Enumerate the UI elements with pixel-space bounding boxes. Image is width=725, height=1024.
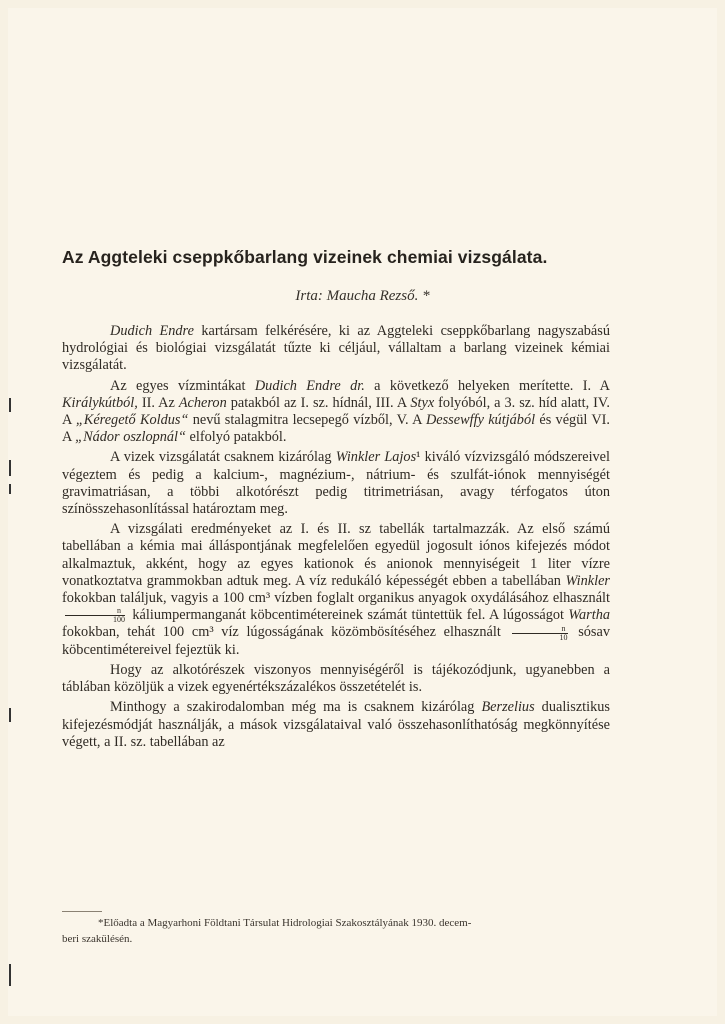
text-run: dualisztikus kifejezésmódját használják, a mások vizsgálataival való összehasonlíthatóság megkönnyítése végett, a II. sz. tabellában az [62, 699, 610, 750]
paragraph [62, 323, 610, 375]
paragraph [62, 449, 610, 518]
fraction-numerator: n [512, 625, 568, 634]
footnote-rule [62, 911, 102, 912]
text-run: és végül VI. A [62, 412, 611, 446]
text-run: a következő helyeken merítette. I. A [364, 377, 610, 394]
paragraph [62, 378, 610, 447]
paragraph [62, 521, 610, 659]
italic-text: Dessewffy kútjából [425, 412, 536, 429]
italic-text: Wartha [568, 607, 610, 624]
fraction-denominator: 10 [559, 632, 568, 642]
author-byline: Irta: Maucha Rezső. * [295, 288, 430, 304]
article-body [62, 323, 610, 754]
italic-text: Dudich Endre dr. [254, 377, 365, 394]
fraction-numerator: n [65, 607, 125, 616]
italic-text: Styx [410, 394, 435, 411]
text-run: II. Az [137, 394, 179, 411]
text-run: patakból az I. sz. hídnál, III. A [226, 394, 411, 411]
footnote-line: *Előadta a Magyarhoni Földtani Társulat Hidrologiai Szakosztályának 1930. decem- [98, 917, 472, 929]
paragraph [62, 699, 610, 751]
fraction [512, 625, 568, 642]
text-run: A vizek vizsgálatát csaknem kizárólag [110, 449, 336, 466]
article-title: Az Aggteleki cseppkőbarlang vizeinek chemiai vizsgálata. [62, 247, 548, 267]
italic-text: Winkler [565, 572, 610, 589]
text-run: nevű stalagmitra lecsepegő vízből, V. A [188, 412, 426, 429]
footnote [62, 915, 610, 947]
text-run: fokokban, tehát 100 cm³ víz lúgosságának közömbösítéséhez elhasznált [62, 624, 509, 641]
text-run: elfolyó patakból. [185, 429, 287, 446]
italic-text: „Nádor oszlopnál“ [75, 429, 186, 446]
fraction-denominator: 100 [113, 615, 125, 625]
text-run: kartársam felkérésére, ki az Aggteleki cseppkőbarlang nagyszabású hydrológiai és biológiai vizsgálatát tűzte ki céljául, vállaltam a barlang vizeinek kémiai vizsgálatát. [62, 323, 610, 374]
text-run: ¹ kiváló vízvizsgáló módszereivel végeztem és pedig a kalcium-, magnézium-, nátrium- és szulfát-iónok mennyiségét gravimatriásan, a többi alkotórészt pedig titrimetriásan, avagy térfogatos úton színösszehasonlítással határoztam meg. [62, 449, 611, 518]
margin-mark [9, 398, 11, 412]
italic-text: „Kéregető Koldus“ [75, 412, 189, 429]
text-run: Az egyes vízmintákat [110, 377, 255, 394]
text-run: Hogy az alkotórészek viszonyos mennyiségéről is tájékozódjunk, ugyanebben a táblában közöljük a vizek egyenértékszázalékos összetételét is. [62, 661, 610, 696]
italic-text: Acheron [178, 394, 227, 411]
fraction [65, 607, 125, 624]
text-run: folyóból, a 3. sz. híd alatt, IV. A [62, 394, 610, 429]
margin-mark [9, 484, 11, 494]
footnote-line: beri szakülésén. [62, 933, 133, 945]
text-run: sósav köbcentimétereivel fejeztük ki. [62, 624, 610, 658]
italic-text: Winkler Lajos [335, 449, 417, 466]
italic-text: Dudich Endre [110, 323, 194, 339]
text-run: fokokban találjuk, vagyis a 100 cm³ vízben foglalt organikus anyagok oxydálásához elhasznált [62, 590, 610, 607]
italic-text: Berzelius [481, 699, 535, 716]
margin-mark [9, 708, 11, 722]
text-run: A vizsgálati eredményeket az I. és II. sz tabellák tartalmazzák. Az első számú tabellában a kémia mai álláspontjának megfelelően egyedül jogosult iónos kifejezés módot alkalmaztuk, akként, hogy az egyes kationok és anionok mennyiségeit 1 liter vízre vonatkoztatva grammokban adtuk meg. A víz redukáló képességét ebben a tabellában [62, 521, 610, 589]
margin-mark [9, 964, 11, 986]
paragraph [62, 662, 610, 696]
margin-mark [9, 460, 11, 476]
text-run: káliumpermanganát köbcentimétereinek számát tüntettük fel. A lúgosságot [128, 607, 569, 624]
text-run: Minthogy a szakirodalomban még ma is csaknem kizárólag [110, 699, 482, 716]
italic-text: Királykútból, [62, 394, 138, 411]
